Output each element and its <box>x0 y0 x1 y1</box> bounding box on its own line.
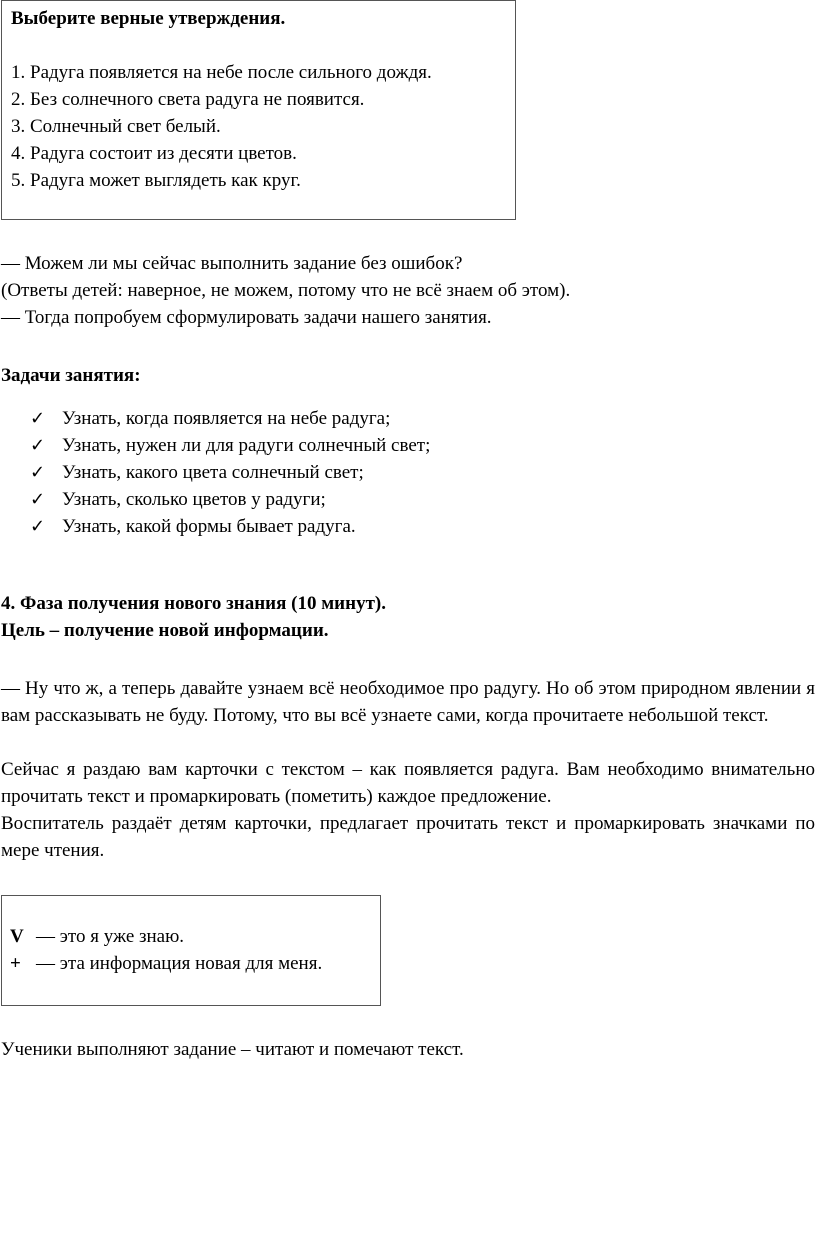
legend-row-new <box>10 950 322 977</box>
checkmark-icon: ✓ <box>30 516 46 537</box>
legend-text: — эта информация новая для меня. <box>36 953 323 974</box>
phase-heading: 4. Фаза получения нового знания (10 минут). <box>1 593 386 614</box>
dialog-line-task: — Тогда попробуем сформулировать задачи нашего занятия. <box>1 307 492 328</box>
legend-box <box>1 895 381 1006</box>
task-item <box>30 405 430 432</box>
quiz-statement: 4. Радуга состоит из десяти цветов. <box>11 143 297 164</box>
task-item <box>30 432 430 459</box>
checkmark-icon: ✓ <box>30 435 46 456</box>
checkmark-icon: ✓ <box>30 408 46 429</box>
quiz-statement: 5. Радуга может выглядеть как круг. <box>11 170 301 191</box>
quiz-statement: 2. Без солнечного света радуга не появится. <box>11 89 365 110</box>
task-item <box>30 513 430 540</box>
phase-goal: Цель – получение новой информации. <box>1 620 329 641</box>
legend-row-known <box>10 923 184 950</box>
legend-mark: + <box>10 953 21 974</box>
quiz-box <box>1 0 516 220</box>
tasks-heading: Задачи занятия: <box>1 365 141 386</box>
closing-line: Ученики выполняют задание – читают и помечают текст. <box>1 1039 464 1060</box>
task-item <box>30 486 430 513</box>
task-item-text: Узнать, нужен ли для радуги солнечный свет; <box>62 435 431 456</box>
checkmark-icon: ✓ <box>30 462 46 483</box>
legend-mark: V <box>10 926 24 947</box>
task-item-text: Узнать, какой формы бывает радуга. <box>62 516 356 537</box>
dialog-line-question: — Можем ли мы сейчас выполнить задание без ошибок? <box>1 253 463 274</box>
quiz-title: Выберите верные утверждения. <box>11 8 286 29</box>
tasks-list <box>30 405 430 540</box>
checkmark-icon: ✓ <box>30 489 46 510</box>
paragraph-intro: — Ну что ж, а теперь давайте узнаем всё необходимое про радугу. Но об этом природном явлении я вам рассказывать не буду. Потому, что вы всё узнаете сами, когда прочитаете небольшой текст. <box>1 678 815 726</box>
quiz-statements <box>11 59 432 194</box>
task-item <box>30 459 430 486</box>
quiz-statement: 3. Солнечный свет белый. <box>11 116 221 137</box>
paragraph-teacher-action: Воспитатель раздаёт детям карточки, предлагает прочитать текст и промаркировать значками по мере чтения. <box>1 813 815 861</box>
task-item-text: Узнать, какого цвета солнечный свет; <box>62 462 364 483</box>
dialog-line-answer: (Ответы детей: наверное, не можем, потому что не всё знаем об этом). <box>1 280 571 301</box>
task-item-text: Узнать, сколько цветов у радуги; <box>62 489 326 510</box>
legend-text: — это я уже знаю. <box>36 926 185 947</box>
task-item-text: Узнать, когда появляется на небе радуга; <box>62 408 391 429</box>
quiz-statement: 1. Радуга появляется на небе после сильного дождя. <box>11 62 432 83</box>
paragraph-instructions: Сейчас я раздаю вам карточки с текстом – как появляется радуга. Вам необходимо внимательно прочитать текст и промаркировать (пометить) каждое предложение. <box>1 759 815 807</box>
